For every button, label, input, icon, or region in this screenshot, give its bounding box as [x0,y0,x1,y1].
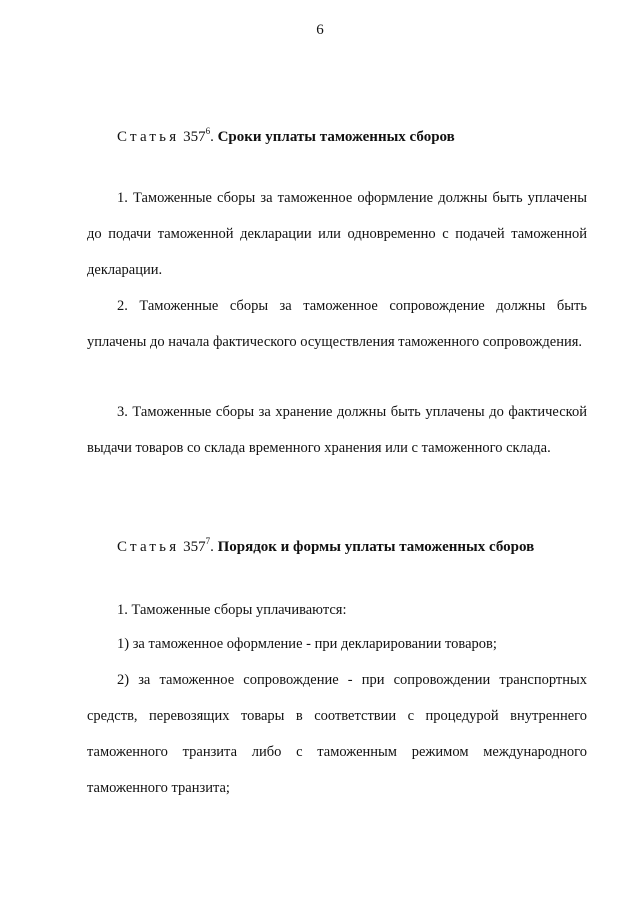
article-heading [117,536,534,556]
article-paragraph: 3. Таможенные сборы за хранение должны быть уплачены до фактической выдачи товаров со склада временного хранения или с таможенного склада. [87,404,587,456]
article-number: $357^6$ [183,126,211,145]
article-number-superscript: 6 [205,126,211,136]
article-paragraph: 2) за таможенное сопровождение - при сопровождении транспортных средств, перевозящих товары в соответствии с процедурой внутреннего таможенного транзита либо с таможенным режимом международного таможенного транзита; [87,672,587,796]
article-paragraph: 1. Таможенные сборы за таможенное оформление должны быть уплачены до подачи таможенной декларации или одновременно с подачей таможенной декларации. [87,190,587,278]
article-number: $357^7$ [183,536,211,555]
page-number: 6 [316,22,324,38]
article-paragraph: 1) за таможенное оформление - при декларировании товаров; [117,636,497,652]
article-dot: . [210,129,214,145]
article-heading [117,126,455,146]
article-title: Сроки уплаты таможенных сборов [217,129,455,145]
article-number-superscript: 7 [205,536,211,546]
article-paragraph: 1. Таможенные сборы уплачиваются: [117,602,347,618]
article-dot: . [210,539,214,555]
article-label: Статья [117,129,180,145]
article-label: Статья [117,539,180,555]
article-paragraph: 2. Таможенные сборы за таможенное сопровождение должны быть уплачены до начала фактического осуществления таможенного сопровождения. [87,298,587,350]
article-title: Порядок и формы уплаты таможенных сборов [217,539,535,555]
